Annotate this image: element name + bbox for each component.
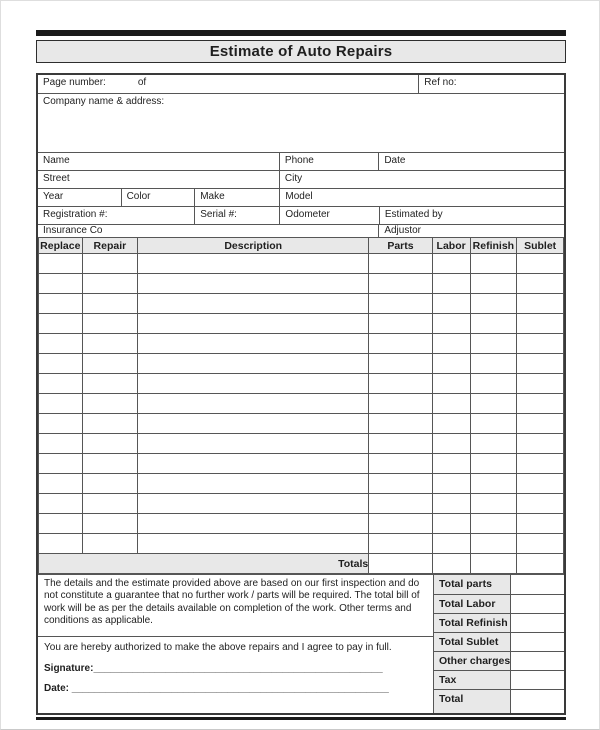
summary-value-other-charges[interactable] (510, 652, 564, 670)
item-cell-labor[interactable] (432, 494, 470, 514)
items-body (39, 254, 564, 574)
item-cell-replace[interactable] (39, 374, 83, 394)
item-cell-parts[interactable] (369, 274, 433, 294)
item-cell-description[interactable] (138, 334, 369, 354)
item-cell-replace[interactable] (39, 434, 83, 454)
item-cell-replace[interactable] (39, 534, 83, 554)
item-cell-refinish[interactable] (470, 294, 517, 314)
item-cell-sublet[interactable] (517, 294, 564, 314)
item-cell-repair[interactable] (82, 414, 138, 434)
item-cell-sublet[interactable] (517, 494, 564, 514)
item-row (39, 354, 564, 374)
column-header-description: Description (138, 238, 369, 254)
authorization-text: You are hereby authorized to make the above repairs and I agree to pay in full. (44, 642, 392, 653)
item-cell-refinish[interactable] (470, 314, 517, 334)
phone-field[interactable] (279, 153, 378, 170)
summary-row (434, 594, 564, 613)
item-cell-labor[interactable] (432, 414, 470, 434)
item-cell-labor[interactable] (432, 474, 470, 494)
estimated-by-field[interactable] (379, 207, 564, 224)
make-field[interactable] (194, 189, 279, 206)
date-field[interactable] (378, 153, 564, 170)
vehicle-row (38, 188, 564, 206)
company-row (38, 93, 564, 152)
serial-field[interactable] (194, 207, 279, 224)
adjustor-label: Adjustor (384, 225, 421, 236)
item-row (39, 494, 564, 514)
summary-row (434, 613, 564, 632)
item-cell-repair[interactable] (82, 454, 138, 474)
model-label: Model (285, 191, 313, 202)
insurance-row (38, 224, 564, 237)
street-label: Street (43, 173, 70, 184)
page-title: Estimate of Auto Repairs (209, 43, 393, 60)
item-cell-parts[interactable] (369, 494, 433, 514)
title-bar (36, 40, 566, 63)
totals-refinish-cell[interactable] (470, 554, 517, 574)
summary-label-total-refinish: Total Refinish (434, 614, 510, 632)
summary-row (434, 575, 564, 594)
item-cell-labor[interactable] (432, 314, 470, 334)
odometer-field[interactable] (279, 207, 378, 224)
item-cell-sublet[interactable] (517, 374, 564, 394)
item-cell-parts[interactable] (369, 354, 433, 374)
item-cell-sublet[interactable] (517, 274, 564, 294)
item-row (39, 374, 564, 394)
summary-column (433, 575, 564, 713)
year-field[interactable] (38, 189, 121, 206)
item-cell-parts[interactable] (369, 454, 433, 474)
item-cell-replace[interactable] (39, 334, 83, 354)
item-cell-repair[interactable] (82, 394, 138, 414)
street-field[interactable] (38, 171, 279, 188)
item-cell-refinish[interactable] (470, 474, 517, 494)
signature-line[interactable]: ____________________________________________________ (93, 663, 383, 674)
item-cell-parts[interactable] (369, 534, 433, 554)
estimated-by-label: Estimated by (384, 209, 443, 220)
summary-label-total-parts: Total parts (434, 575, 510, 594)
summary-label-total-labor: Total Labor (434, 595, 510, 613)
item-cell-refinish[interactable] (470, 374, 517, 394)
item-cell-description[interactable] (138, 514, 369, 534)
totals-parts-cell[interactable] (369, 554, 433, 574)
item-cell-sublet[interactable] (517, 454, 564, 474)
year-label: Year (43, 191, 64, 202)
summary-value-tax[interactable] (510, 671, 564, 689)
item-cell-replace[interactable] (39, 354, 83, 374)
column-header-labor: Labor (432, 238, 470, 254)
item-cell-description[interactable] (138, 494, 369, 514)
registration-row (38, 206, 564, 224)
city-field[interactable] (279, 171, 564, 188)
item-cell-labor[interactable] (432, 434, 470, 454)
phone-label: Phone (284, 155, 314, 166)
item-cell-replace[interactable] (39, 494, 83, 514)
item-cell-parts[interactable] (369, 374, 433, 394)
item-row (39, 314, 564, 334)
item-row (39, 414, 564, 434)
registration-label: Registration #: (43, 209, 108, 220)
item-cell-sublet[interactable] (517, 334, 564, 354)
summary-label-other-charges: Other charges (434, 652, 510, 670)
column-header-repair: Repair (82, 238, 138, 254)
item-cell-replace[interactable] (39, 454, 83, 474)
of-label: of (137, 77, 147, 88)
name-row (38, 152, 564, 170)
estimate-form (36, 73, 566, 715)
item-cell-parts[interactable] (369, 434, 433, 454)
item-cell-sublet[interactable] (517, 534, 564, 554)
page-number-field[interactable] (38, 75, 418, 93)
item-cell-description[interactable] (138, 394, 369, 414)
insurance-field[interactable] (38, 225, 378, 237)
item-cell-description[interactable] (138, 474, 369, 494)
item-cell-refinish[interactable] (470, 394, 517, 414)
item-cell-labor[interactable] (432, 274, 470, 294)
adjustor-field[interactable] (378, 225, 564, 237)
items-header-row (39, 238, 564, 254)
item-cell-description[interactable] (138, 254, 369, 274)
authorization-box (38, 636, 433, 708)
item-cell-labor[interactable] (432, 354, 470, 374)
item-cell-refinish[interactable] (470, 534, 517, 554)
summary-row (434, 651, 564, 670)
item-cell-sublet[interactable] (517, 254, 564, 274)
summary-row (434, 689, 564, 713)
name-label: Name (43, 155, 70, 166)
item-cell-description[interactable] (138, 294, 369, 314)
item-cell-replace[interactable] (39, 394, 83, 414)
color-field[interactable] (121, 189, 195, 206)
item-cell-refinish[interactable] (470, 334, 517, 354)
color-label: Color (126, 191, 151, 202)
item-cell-refinish[interactable] (470, 434, 517, 454)
item-cell-labor[interactable] (432, 254, 470, 274)
column-header-replace: Replace (40, 239, 81, 252)
disclaimer-text: The details and the estimate provided above are based on our first inspection and do not constitute a guarantee that no further work / parts will be required. The total bill of work will be as per the details available on completion of the work. Other terms and conditions as applicable. (44, 578, 420, 627)
item-cell-description[interactable] (138, 414, 369, 434)
summary-label-total-sublet: Total Sublet (434, 633, 510, 651)
item-cell-labor[interactable] (432, 394, 470, 414)
item-cell-labor[interactable] (432, 374, 470, 394)
item-row (39, 474, 564, 494)
signature-label: Signature: (44, 663, 94, 674)
item-cell-parts[interactable] (369, 334, 433, 354)
summary-value-total[interactable] (510, 690, 564, 713)
item-cell-sublet[interactable] (517, 414, 564, 434)
date-row (44, 683, 425, 694)
item-cell-description[interactable] (138, 454, 369, 474)
item-cell-sublet[interactable] (517, 434, 564, 454)
item-cell-refinish[interactable] (470, 494, 517, 514)
item-cell-repair[interactable] (82, 534, 138, 554)
item-cell-parts[interactable] (369, 394, 433, 414)
registration-field[interactable] (38, 207, 194, 224)
item-cell-refinish[interactable] (470, 454, 517, 474)
item-cell-parts[interactable] (369, 414, 433, 434)
item-cell-refinish[interactable] (470, 254, 517, 274)
disclaimer-box (38, 575, 433, 636)
item-cell-refinish[interactable] (470, 414, 517, 434)
company-field[interactable] (38, 94, 564, 152)
item-cell-parts[interactable] (369, 314, 433, 334)
item-row (39, 274, 564, 294)
insurance-label: Insurance Co (43, 225, 103, 236)
model-field[interactable] (279, 189, 564, 206)
bottom-rule (36, 717, 566, 720)
item-row (39, 254, 564, 274)
item-cell-labor[interactable] (432, 514, 470, 534)
item-cell-repair[interactable] (82, 314, 138, 334)
city-label: City (284, 173, 303, 184)
column-header-sublet: Sublet (517, 238, 564, 254)
item-row (39, 294, 564, 314)
date-label: Date: (44, 683, 70, 694)
item-cell-parts[interactable] (369, 254, 433, 274)
summary-label-tax: Tax (434, 671, 510, 689)
item-cell-refinish[interactable] (470, 514, 517, 534)
item-cell-refinish[interactable] (470, 274, 517, 294)
item-row (39, 334, 564, 354)
item-cell-replace[interactable] (39, 294, 83, 314)
item-cell-repair[interactable] (82, 294, 138, 314)
item-cell-labor[interactable] (432, 454, 470, 474)
ref-no-label: Ref no: (424, 77, 457, 88)
item-cell-replace[interactable] (39, 474, 83, 494)
item-cell-replace[interactable] (39, 314, 83, 334)
item-cell-repair[interactable] (82, 474, 138, 494)
odometer-label: Odometer (285, 209, 330, 220)
bottom-left-column (38, 575, 433, 713)
totals-sublet-cell[interactable] (517, 554, 564, 574)
item-cell-sublet[interactable] (517, 514, 564, 534)
item-cell-repair[interactable] (82, 494, 138, 514)
column-header-refinish: Refinish (470, 238, 517, 254)
item-cell-replace[interactable] (39, 414, 83, 434)
item-cell-labor[interactable] (432, 294, 470, 314)
item-cell-repair[interactable] (82, 374, 138, 394)
bottom-section (38, 574, 564, 713)
top-rule (36, 30, 566, 36)
item-cell-sublet[interactable] (517, 394, 564, 414)
item-row (39, 534, 564, 554)
summary-value-total-sublet[interactable] (510, 633, 564, 651)
item-cell-refinish[interactable] (470, 354, 517, 374)
item-cell-parts[interactable] (369, 474, 433, 494)
item-cell-labor[interactable] (432, 534, 470, 554)
item-cell-description[interactable] (138, 274, 369, 294)
summary-row (434, 632, 564, 651)
item-cell-description[interactable] (138, 434, 369, 454)
summary-value-total-parts[interactable] (510, 575, 564, 594)
totals-row (39, 554, 564, 574)
summary-value-total-labor[interactable] (510, 595, 564, 613)
totals-labor-cell[interactable] (432, 554, 470, 574)
item-cell-sublet[interactable] (517, 354, 564, 374)
totals-label-cell: Totals (39, 554, 369, 574)
serial-label: Serial #: (200, 209, 237, 220)
street-row (38, 170, 564, 188)
item-cell-description[interactable] (138, 354, 369, 374)
item-row (39, 394, 564, 414)
item-cell-replace[interactable] (39, 274, 83, 294)
item-cell-sublet[interactable] (517, 314, 564, 334)
item-cell-repair[interactable] (82, 514, 138, 534)
summary-label-total: Total (434, 690, 510, 713)
item-row (39, 434, 564, 454)
ref-no-field[interactable] (418, 75, 564, 93)
signature-row (44, 663, 425, 674)
item-row (39, 454, 564, 474)
summary-row (434, 670, 564, 689)
item-cell-replace[interactable] (39, 254, 83, 274)
item-cell-description[interactable] (138, 534, 369, 554)
column-header-parts: Parts (369, 238, 433, 254)
date-label: Date (384, 155, 406, 166)
item-cell-repair[interactable] (82, 354, 138, 374)
summary-value-total-refinish[interactable] (510, 614, 564, 632)
item-cell-repair[interactable] (82, 274, 138, 294)
items-table (38, 237, 564, 574)
item-cell-repair[interactable] (82, 254, 138, 274)
item-cell-sublet[interactable] (517, 474, 564, 494)
name-field[interactable] (38, 153, 279, 170)
item-cell-labor[interactable] (432, 334, 470, 354)
make-label: Make (200, 191, 225, 202)
item-cell-replace[interactable] (39, 514, 83, 534)
date-line[interactable]: _________________________________________________________ (71, 683, 389, 694)
item-cell-repair[interactable] (82, 434, 138, 454)
item-cell-description[interactable] (138, 314, 369, 334)
item-cell-parts[interactable] (369, 514, 433, 534)
item-cell-parts[interactable] (369, 294, 433, 314)
company-label: Company name & address: (43, 96, 165, 107)
item-cell-repair[interactable] (82, 334, 138, 354)
page-ref-row (38, 75, 564, 93)
item-cell-description[interactable] (138, 374, 369, 394)
page-number-label: Page number: (43, 77, 106, 88)
item-row (39, 514, 564, 534)
